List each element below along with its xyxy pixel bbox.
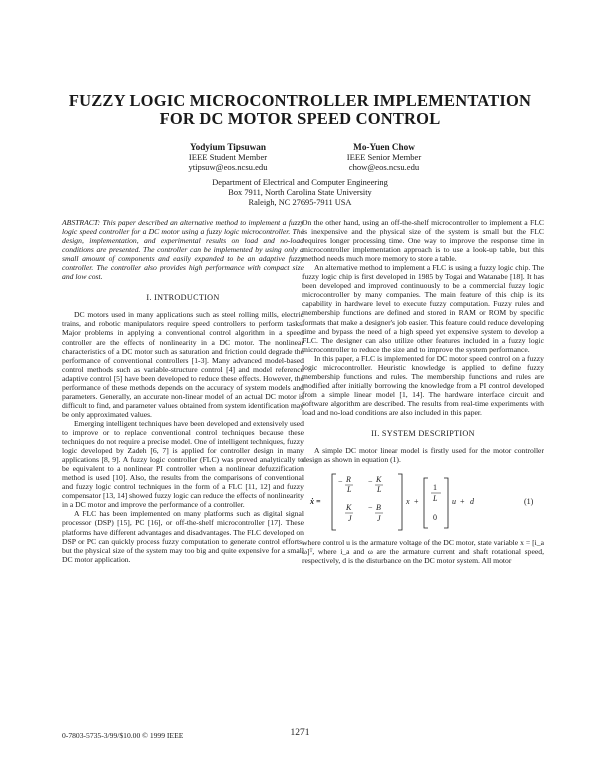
- page-number: 1271: [290, 728, 310, 738]
- section-heading-system-description: II. SYSTEM DESCRIPTION: [371, 429, 475, 439]
- svg-text:R: R: [346, 475, 351, 485]
- svg-text:−: −: [368, 477, 373, 487]
- paragraph: A FLC has been implemented on many platforms such as digital signal processor (DSP) [15], PC [16], or off-the-shelf microcontroller [17]. These platforms have different advantages and disadvantages. The FLC developed on DSP or PC can quickly process fuzzy computation to generate control efforts, but the physical size of the system may too big and quite expensive for a small DC motor application.: [62, 509, 304, 564]
- title-line-2: FOR DC MOTOR SPEED CONTROL: [159, 109, 441, 128]
- author-block-2: [284, 142, 484, 172]
- svg-text:L: L: [347, 485, 352, 495]
- svg-text:K: K: [376, 475, 382, 485]
- svg-text:K: K: [346, 503, 352, 513]
- paragraph: On the other hand, using an off-the-shelf microcontroller to implement a FLC is inexpensive and the physical size of the system is small but the FLC requires longer processing time. One way to improve the response time in microcontroller implementation approach is to use a look-up table, but this method needs much more memory to store a table.: [302, 218, 544, 264]
- author-name: Yodyium Tipsuwan: [189, 142, 266, 152]
- title-line-1: FUZZY LOGIC MICROCONTROLLER IMPLEMENTATION: [68, 91, 532, 110]
- copyright-notice: 0-7803-5735-3/99/$10.00 © 1999 IEEE: [62, 731, 184, 740]
- svg-text:L: L: [433, 494, 438, 504]
- section-heading-introduction: I. INTRODUCTION: [146, 293, 220, 303]
- svg-text:J: J: [348, 514, 352, 524]
- svg-text:B: B: [376, 503, 381, 513]
- abstract: ABSTRACT: This paper described an alternative method to implement a fuzzy logic speed controller for a DC motor using a fuzzy logic microcontroller. The design, implementation, and experimental results on load and no-load conditions are presented. The controller can be implemented by using only a small amount of components and easily expanded to be an adaptive fuzzy controller. The controller also provides high performance with compact size and low cost.: [62, 218, 304, 282]
- svg-text:x: x: [406, 497, 410, 507]
- svg-text:u: u: [452, 497, 456, 507]
- paragraph: where control u is the armature voltage of the DC motor, state variable x = [i_a ω]ᵀ, where i_a and ω are the armature current and shaft rotational speed, respectively, d is the disturbance on the DC motor system. All motor: [302, 538, 544, 566]
- affiliation-line: Box 7911, North Carolina State University: [228, 188, 372, 197]
- svg-text:−: −: [338, 477, 343, 487]
- svg-text:d: d: [470, 497, 474, 507]
- author-role: IEEE Student Member: [188, 152, 268, 162]
- author-email: ytipsuw@eos.ncsu.edu: [188, 162, 268, 172]
- equation-number: (1): [524, 497, 534, 507]
- svg-text:1: 1: [433, 483, 437, 493]
- paragraph: A simple DC motor linear model is firstly used for the motor controller design as shown in equation (1).: [302, 446, 544, 465]
- svg-text:L: L: [377, 485, 382, 495]
- svg-text:0: 0: [433, 513, 437, 523]
- paragraph: Emerging intelligent techniques have been developed and extensively used to improve or to replace conventional control techniques because these techniques do not require a precise model. One of intelligent techniques, fuzzy logic developed by Zadeh [6, 7] is applied for controller design in many applications [8, 9]. A fuzzy logic controller (FLC) was proved analytically to be equivalent to a nonlinear PI controller when a nonlinear defuzzification method is used [10]. Also, the results from the comparisons of conventional and fuzzy logic control techniques in the form of a FLC [11, 12] and fuzzy compensator [13, 14] showed fuzzy logic can reduce the effects of nonlinearity in a DC motor and improve the performance of a controller.: [62, 418, 304, 510]
- state-space-equation: [302, 470, 544, 534]
- svg-text:J: J: [377, 514, 381, 524]
- affiliation: [0, 178, 600, 208]
- paper-title: [0, 92, 600, 128]
- right-column: [302, 218, 544, 565]
- equation-graphic: [302, 470, 544, 534]
- svg-text:+: +: [460, 497, 465, 507]
- left-column: [62, 218, 304, 564]
- svg-text:ẋ =: ẋ =: [310, 497, 321, 507]
- paragraph: An alternative method to implement a FLC is using a fuzzy logic chip. The fuzzy logic chip is first developed in 1985 by Togai and Watanabe [18]. It has been developed and improved continuously to be a commercial fuzzy logic microcontroller by many companies. The main feature of this chip is its capability in hardware level to execute fuzzy computation. Fuzzy rules and membership functions are defined and stored in RAM or ROM by specific formats that make a designer's job easier. This feature could reduce developing time and bypass the need of a high speed yet expensive system to develop a FLC. The designer can also utilize other features included in a fuzzy logic microcontroller to reduce the size and to improve the system performance.: [302, 263, 544, 354]
- affiliation-line: Department of Electrical and Computer Engineering: [212, 178, 388, 187]
- affiliation-line: Raleigh, NC 27695-7911 USA: [248, 198, 352, 207]
- svg-text:+: +: [414, 497, 419, 507]
- paragraph: In this paper, a FLC is implemented for DC motor speed control on a fuzzy logic microcontroller. Heuristic knowledge is applied to define fuzzy membership functions and rules. The membership functions and rules are modified after initially borrowing the knowledge from a PI control developed from a simple linear model [1, 14]. The hardware interface circuit and software algorithm are described. The results from real-time experiments with load and no-load conditions are also included in this paper.: [302, 353, 544, 417]
- paragraph: DC motors used in many applications such as steel rolling mills, electric trains, and robotic manipulators require speed controllers to perform tasks. Major problems in applying a conventional control algorithm in a speed controller are the effects of nonlinearity in a DC motor. The nonlinear characteristics of a DC motor such as saturation and friction could degrade the performance of conventional controllers [1-3]. Many advanced model-based control methods such as variable-structure control [4] and model reference adaptive control [5] have been developed to reduce these effects. However, the performance of these methods depends on the accuracy of system models and parameters. Generally, an accurate non-linear model of an actual DC motor is difficult to find, and parameter values obtained from system identification may be only approximated values.: [62, 310, 304, 419]
- author-role: IEEE Senior Member: [346, 152, 422, 162]
- author-email: chow@eos.ncsu.edu: [348, 162, 420, 172]
- svg-text:−: −: [368, 503, 373, 513]
- author-name: Mo-Yuen Chow: [353, 142, 415, 152]
